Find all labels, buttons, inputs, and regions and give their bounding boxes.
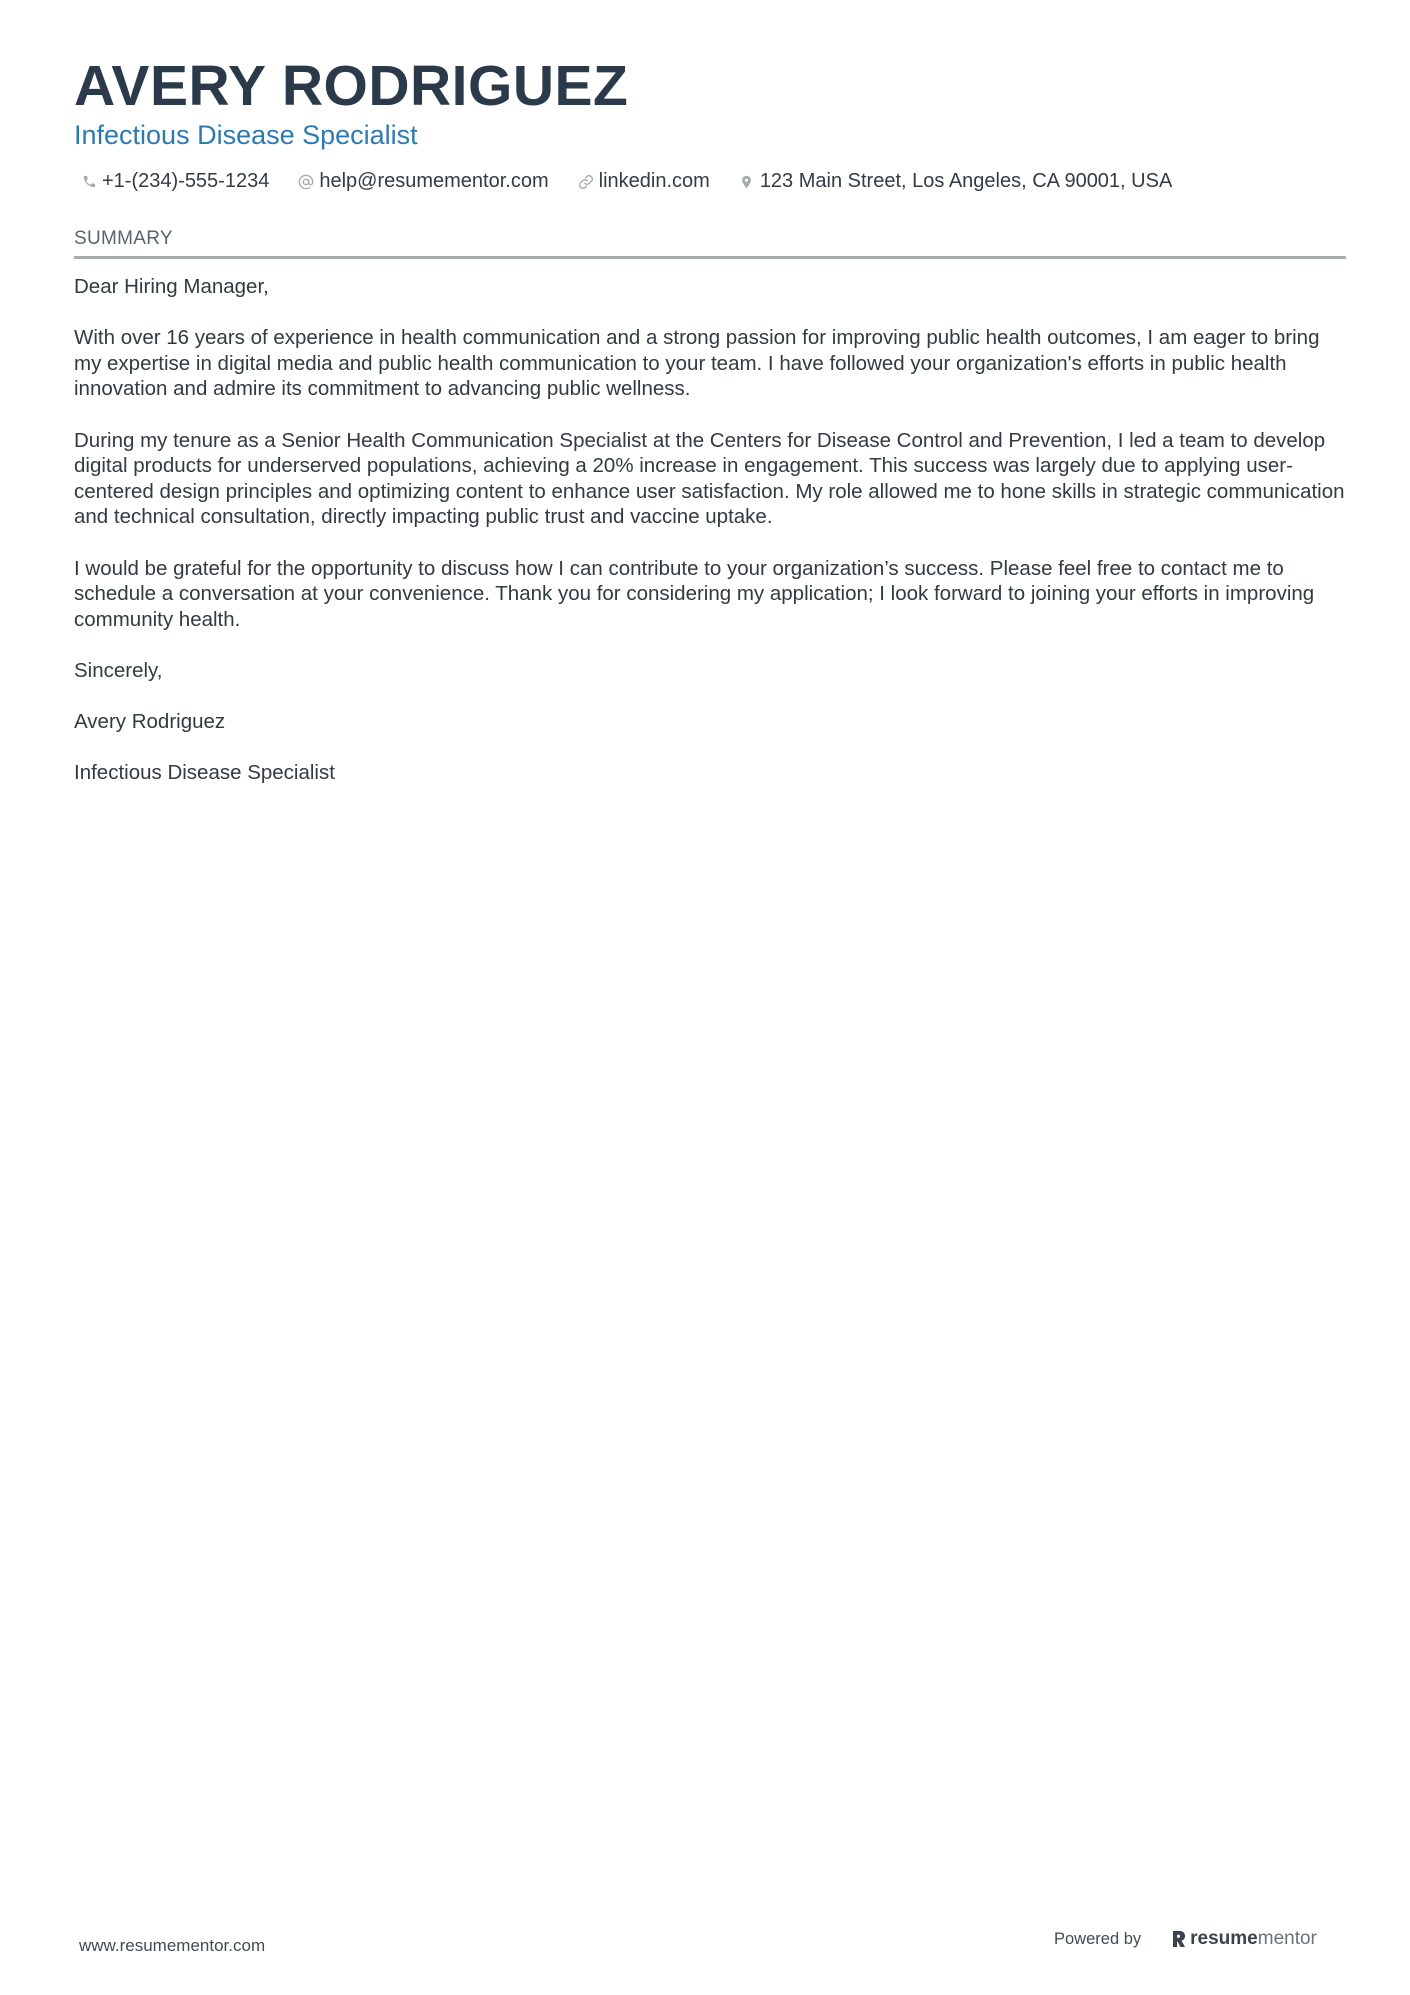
footer-branding xyxy=(1054,1928,1317,1950)
phone-icon xyxy=(80,173,98,191)
contact-email-text: help@resumementor.com xyxy=(319,170,549,192)
summary-heading: SUMMARY xyxy=(74,228,1346,259)
signature-name: Avery Rodriguez xyxy=(74,710,226,734)
contact-linkedin[interactable] xyxy=(577,170,710,193)
signature-title: Infectious Disease Specialist xyxy=(74,761,335,785)
paragraph-intro: With over 16 years of experience in health communication and a strong passion for improving public health outcomes, I am eager to bring my expertise in digital media and public health communication to your team. I have followed your organization's efforts in public health innovation and admire its commitment to advancing public wellness. xyxy=(74,326,1320,401)
job-title: Infectious Disease Specialist xyxy=(74,120,418,150)
brand-bold-text: resume xyxy=(1190,1928,1258,1949)
contact-phone[interactable] xyxy=(80,170,269,193)
location-pin-icon xyxy=(738,173,756,191)
resumementor-logo-icon xyxy=(1171,1929,1187,1949)
contact-bar xyxy=(80,170,1200,193)
powered-by-label: Powered by xyxy=(1054,1929,1142,1948)
contact-phone-text: +1-(234)-555-1234 xyxy=(102,170,270,192)
contact-email[interactable] xyxy=(297,170,548,193)
contact-address xyxy=(738,170,1172,193)
brand-light-text: mentor xyxy=(1257,1928,1317,1949)
link-icon xyxy=(577,173,595,191)
paragraph-closing: I would be grateful for the opportunity to discuss how I can contribute to your organization’s success. Please feel free to contact me to schedule a conversation at your convenience. Thank you for considering my application; I look forward to joining your efforts in improving community health. xyxy=(74,556,1315,631)
salutation: Dear Hiring Manager, xyxy=(74,275,269,298)
paragraph-experience: During my tenure as a Senior Health Communication Specialist at the Centers for Disease Control and Prevention, I led a team to develop digital products for underserved populations, achieving a 20% increase in engagement. This success was largely due to applying user-centered design principles and optimizing content to enhance user satisfaction. My role allowed me to hone skills in strategic communication and technical consultation, directly impacting public trust and vaccine uptake. xyxy=(74,428,1345,529)
candidate-name: AVERY RODRIGUEZ xyxy=(74,54,629,118)
contact-linkedin-text: linkedin.com xyxy=(598,170,710,192)
closing: Sincerely, xyxy=(74,658,163,682)
contact-address-text: 123 Main Street, Los Angeles, CA 90001, USA xyxy=(759,170,1173,192)
at-sign-icon xyxy=(297,173,315,191)
cover-letter-body xyxy=(74,274,1346,811)
resumementor-logo[interactable] xyxy=(1171,1928,1317,1950)
footer-website-link[interactable]: www.resumementor.com xyxy=(79,1936,266,1955)
